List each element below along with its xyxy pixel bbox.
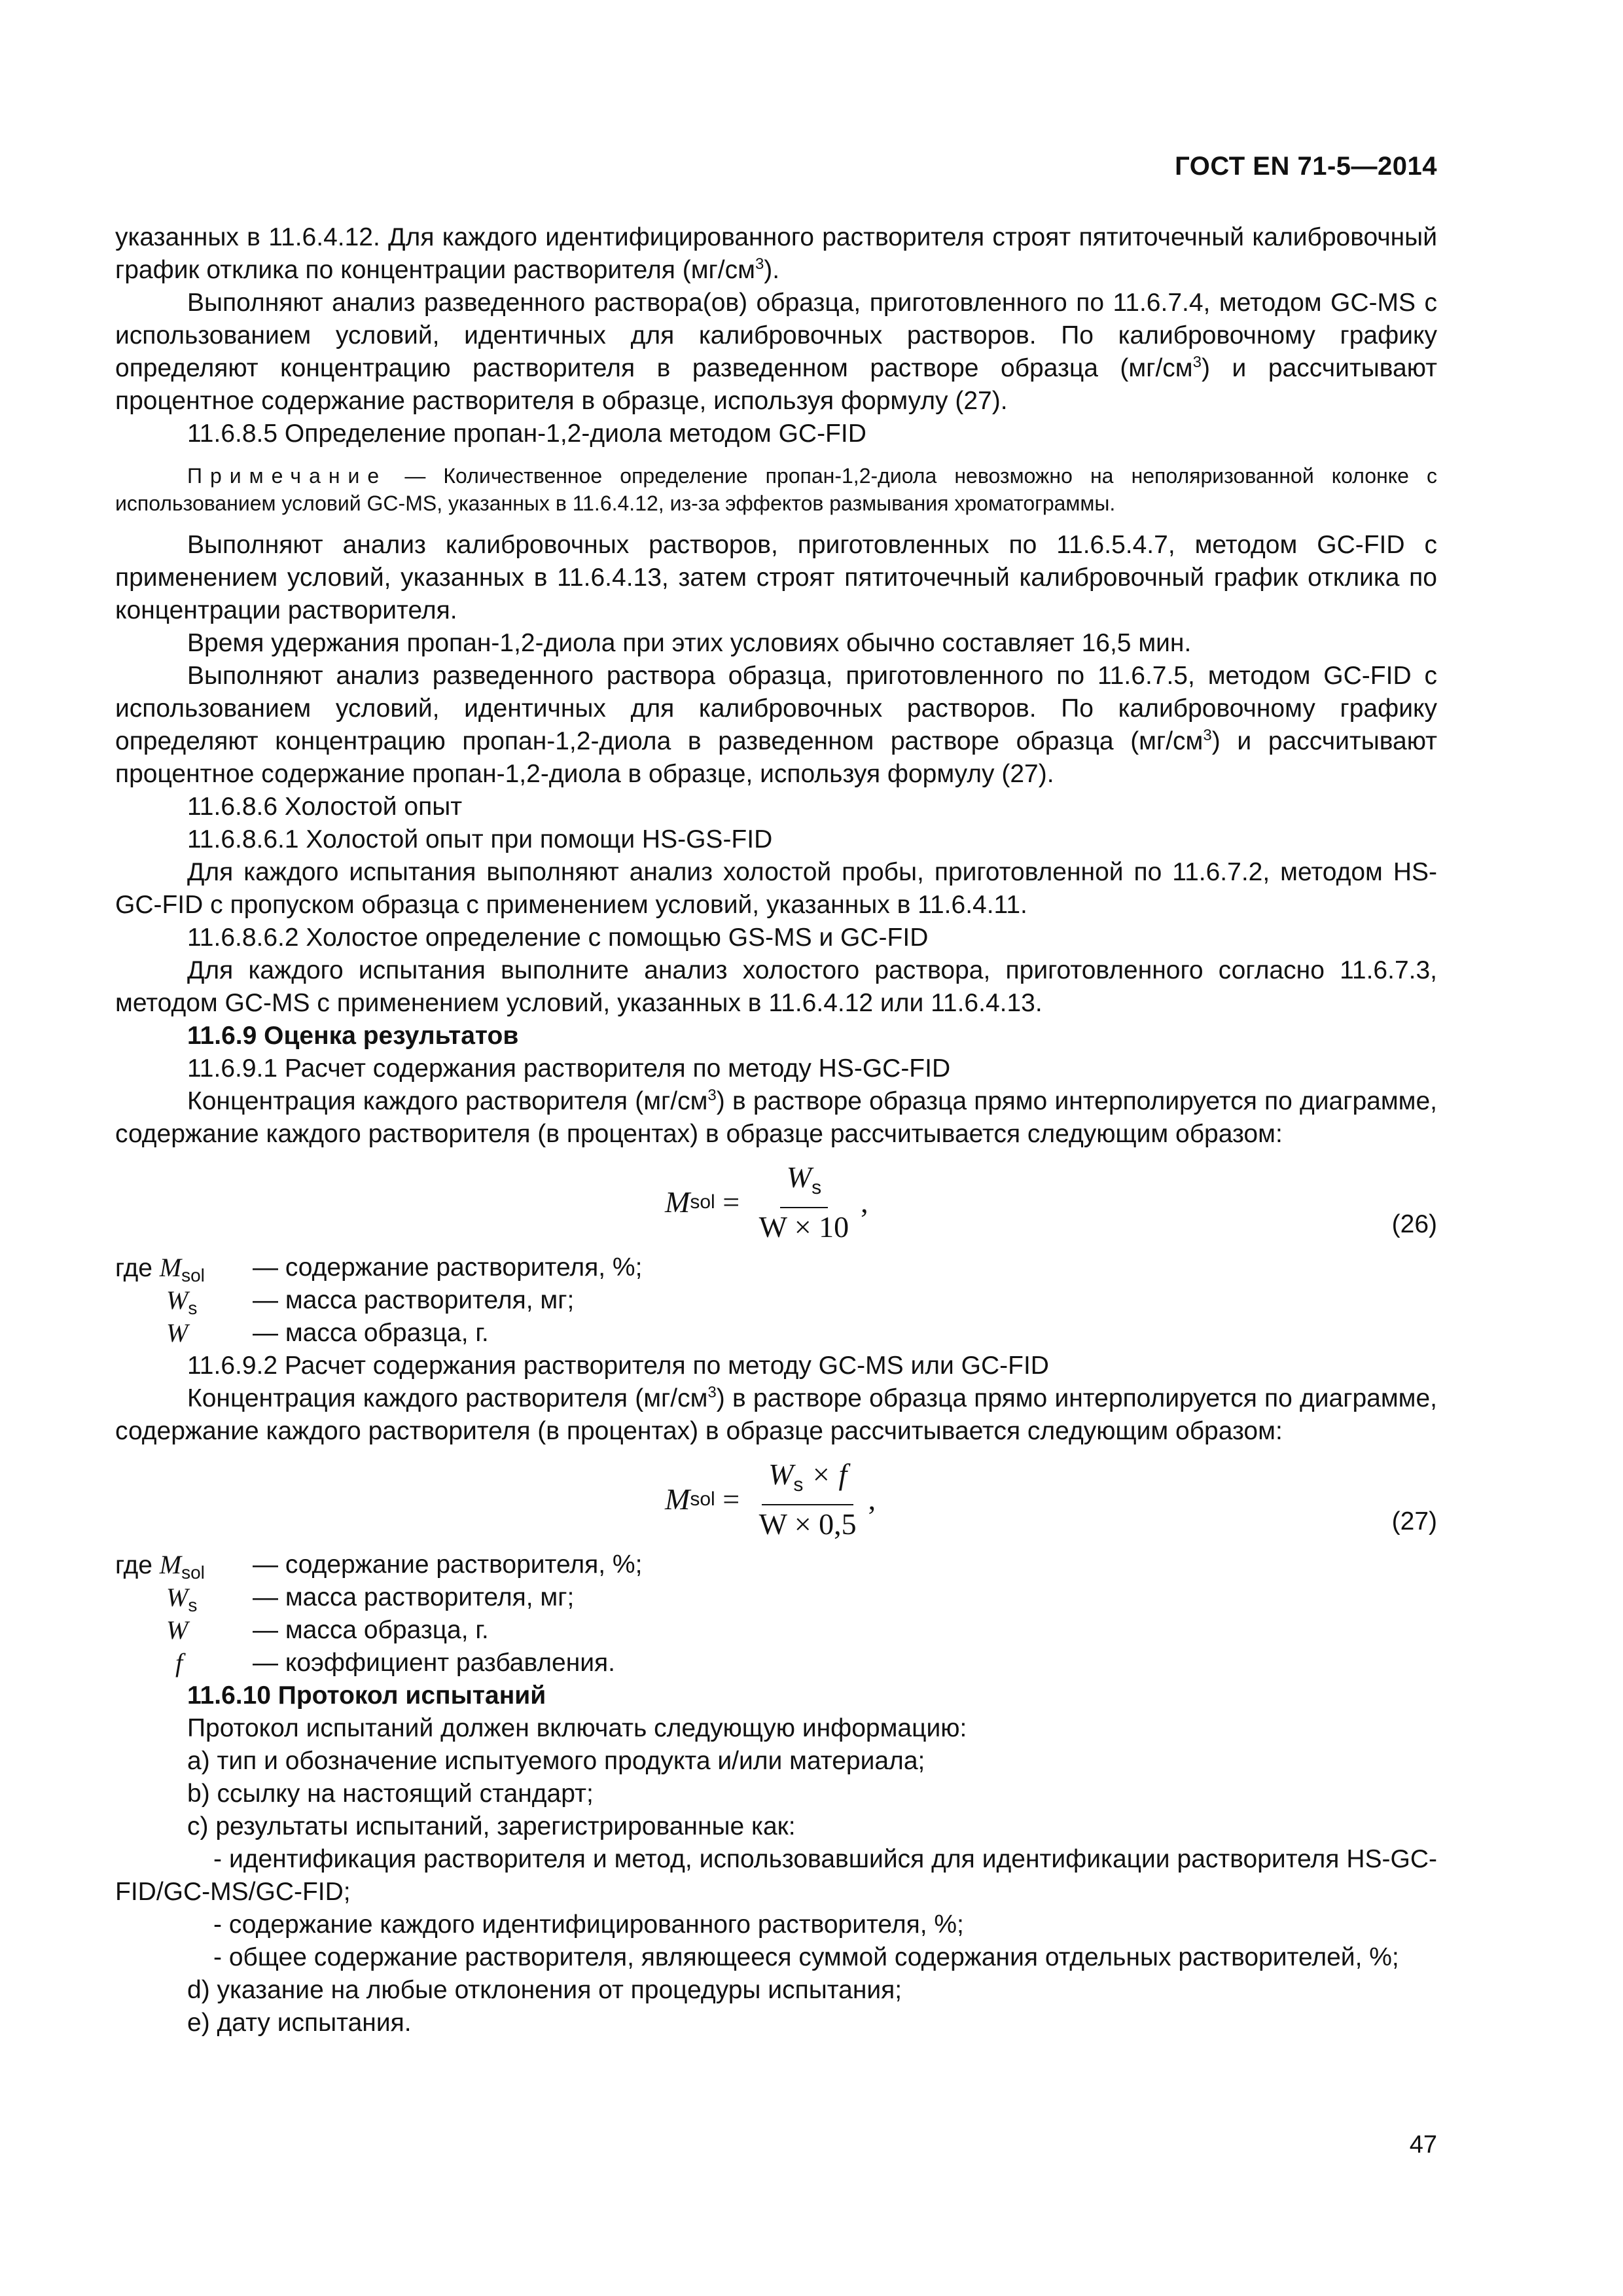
note xyxy=(115,462,1437,517)
list-item: c) результаты испытаний, зарегистрированные как: xyxy=(187,1812,796,1840)
paragraph: указанных в 11.6.4.12. Для каждого идентифицированного растворителя строят пятиточечный калибровочный график отклика по концентрации растворителя $(мг/см^3)$. xyxy=(115,223,1437,284)
list-subitem: - идентификация растворителя и метод, использовавшийся для идентификации растворителя HS-GC-FID/GC-MS/GC-FID; xyxy=(115,1845,1437,1906)
definition: $W_s$ — масса растворителя, мг; xyxy=(166,1583,575,1615)
paragraph: Для каждого испытания выполняют анализ холостой пробы, приготовленной по 11.6.7.2, методом HS-GC-FID с пропуском образца с применением условий, указанных в 11.6.4.11. xyxy=(115,858,1437,919)
note-label: Примечание xyxy=(187,464,387,488)
section-heading: 11.6.8.6.1 Холостой опыт при помощи HS-GS-FID xyxy=(187,825,773,853)
document-body xyxy=(115,221,1437,2039)
document-page xyxy=(115,0,1437,2296)
page-number: 47 xyxy=(1409,2131,1437,2159)
paragraph: Для каждого испытания выполните анализ холостого раствора, приготовленного согласно 11.6.7.3, методом GC-MS с применением условий, указанных в 11.6.4.12 или 11.6.4.13. xyxy=(115,956,1437,1017)
definition: W — масса образца, г. xyxy=(166,1615,489,1645)
paragraph: Выполняют анализ калибровочных растворов, приготовленных по 11.6.5.4.7, методом GC-FID с применением условий, указанных в 11.6.4.13, затем строят пятиточечный калибровочный график отклика по концентрации растворителя. xyxy=(115,531,1437,624)
equation-number: (26) xyxy=(1391,1210,1437,1238)
definitions-27 xyxy=(115,1549,1437,1679)
fraction: $\frac{W_s}{W \times 10}$ xyxy=(758,1160,849,1244)
list-item: b) ссылку на настоящий стандарт; xyxy=(187,1780,594,1808)
section-heading: 11.6.9.2 Расчет содержания растворителя по методу GC-MS или GC-FID xyxy=(187,1352,1049,1380)
formula-27: M sol = $\frac{W_s \times f}{W \times 0,5}$ , (27) xyxy=(665,1458,1437,1541)
standard-header: ГОСТ EN 71-5—2014 xyxy=(1175,152,1437,181)
definition: где $M_{sol}$ — содержание растворителя, %; xyxy=(115,1253,643,1285)
section-heading: 11.6.8.6.2 Холостое определение с помощью GS-MS и GC-FID xyxy=(187,924,929,952)
equation-number: (27) xyxy=(1391,1507,1437,1535)
list-subitem: - общее содержание растворителя, являющееся суммой содержания отдельных растворителей, %; xyxy=(213,1943,1399,1971)
list-item: a) тип и обозначение испытуемого продукта и/или материала; xyxy=(187,1747,925,1775)
section-heading-bold: 11.6.10 Протокол испытаний xyxy=(187,1681,546,1710)
definition: где $M_{sol}$ — содержание растворителя, %; xyxy=(115,1550,643,1583)
note-text: — Количественное определение пропан-1,2-диола невозможно на неполяризованной колонке с использованием условий GC-MS, указанных в 11.6.4.12, из-за эффектов размывания хроматограммы. xyxy=(115,464,1437,515)
paragraph: Концентрация каждого растворителя $(мг/см^3)$ в растворе образца прямо интерполируется по диаграмме, содержание каждого растворителя (в процентах) в образце рассчитывается следующим образом: xyxy=(115,1086,1438,1148)
paragraph: Время удержания пропан-1,2-диола при этих условиях обычно составляет 16,5 мин. xyxy=(187,629,1192,657)
list-item: d) указание на любые отклонения от процедуры испытания; xyxy=(187,1976,902,2004)
section-heading: 11.6.8.6 Холостой опыт xyxy=(187,793,463,821)
definition: f — коэффициент разбавления. xyxy=(175,1648,615,1677)
fraction: $\frac{W_s \times f}{W \times 0,5}$ xyxy=(758,1458,857,1541)
paragraph: Концентрация каждого растворителя $(мг/см^3)$ в растворе образца прямо интерполируется по диаграмме, содержание каждого растворителя (в процентах) в образце рассчитывается следующим образом: xyxy=(115,1384,1438,1445)
section-heading: 11.6.8.5 Определение пропан-1,2-диола методом GC-FID xyxy=(187,420,866,448)
paragraph: Протокол испытаний должен включать следующую информацию: xyxy=(187,1714,967,1742)
section-heading-bold: 11.6.9 Оценка результатов xyxy=(187,1022,519,1050)
section-heading: 11.6.9.1 Расчет содержания растворителя по методу HS-GC-FID xyxy=(187,1054,951,1083)
list-item: e) дату испытания. xyxy=(187,2009,412,2037)
paragraph: Выполняют анализ разведенного раствора образца, приготовленного по 11.6.7.5, методом GC-FID с использованием условий, идентичных для калибровочных растворов. По калибровочному графику определяют концентрацию пропан-1,2-диола в разведенном растворе образца $(мг/см^3)$ и рассчитывают процентное содержание пропан-1,2-диола в образце, используя формулу (27). xyxy=(115,662,1437,788)
list-subitem: - содержание каждого идентифицированного растворителя, %; xyxy=(213,1910,964,1939)
paragraph: Выполняют анализ разведенного раствора(ов) образца, приготовленного по 11.6.7.4, методом GC-MS с использованием условий, идентичных для калибровочных растворов. По калибровочному графику определяют концентрацию растворителя в разведенном растворе образца $(мг/см^3)$ и рассчитывают процентное содержание растворителя в образце, используя формулу (27). xyxy=(115,289,1437,415)
definitions-26 xyxy=(115,1251,1437,1350)
formula-26: M sol = $\frac{W_s}{W \times 10}$ , (26) xyxy=(665,1160,1437,1244)
definition: W — масса образца, г. xyxy=(166,1318,489,1348)
definition: $W_s$ — масса растворителя, мг; xyxy=(166,1285,575,1318)
